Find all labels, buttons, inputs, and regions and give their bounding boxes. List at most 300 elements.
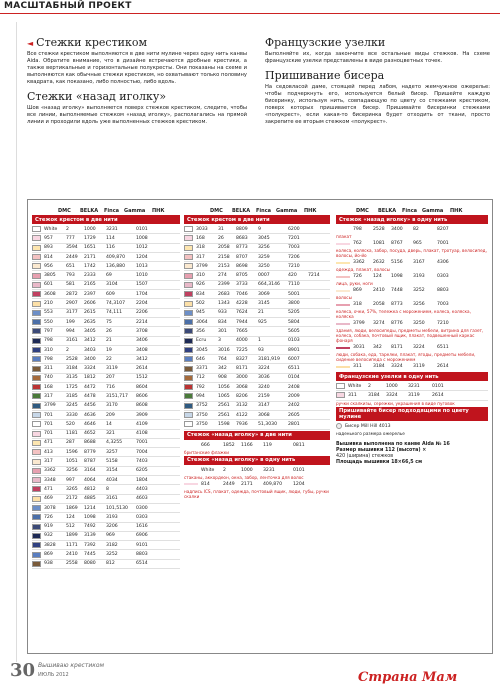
color-swatch (184, 301, 193, 307)
table-cell: 3151,717 (106, 393, 128, 399)
table-cell: 2171 (241, 481, 253, 487)
table-cell: 0101 (432, 383, 444, 389)
left-margin-line (16, 22, 17, 662)
row-note: одежда, плакат, волосы (336, 267, 390, 272)
table-cell: 8683 (236, 235, 248, 241)
backstitch-two-table (184, 441, 330, 450)
row-note: стаканы, аккордеон, окна, забор, ленточка для волос (184, 474, 304, 480)
color-swatch (336, 383, 345, 389)
table-cell: 7001 (437, 241, 449, 246)
color-swatch (32, 514, 41, 520)
table-cell: 6511 (437, 345, 449, 350)
table-row (336, 286, 488, 295)
table-cell: 471 (44, 440, 53, 446)
color-swatch (184, 319, 193, 325)
table-cell: 994 (196, 393, 205, 399)
table-cell: 1704 (136, 291, 148, 297)
table-cell: 3324 (386, 392, 398, 398)
table-cell: 3330 (66, 412, 78, 418)
color-swatch (32, 431, 41, 437)
table-row (32, 495, 180, 504)
table-cell: 8767 (391, 241, 403, 246)
table-cell: 834 (218, 319, 227, 325)
table-cell: 3800 (288, 301, 300, 307)
table-cell: 553 (44, 310, 53, 316)
cross-stitch-table-1 (32, 225, 180, 569)
table-row (184, 374, 330, 383)
table-cell: 3224 (413, 345, 425, 350)
table-row (336, 362, 488, 371)
table-cell: 317 (44, 459, 53, 465)
table-cell: 2058 (218, 245, 230, 251)
table-cell: 965 (413, 241, 422, 246)
row-note: здания, люди, велосипеды, предметы мебели, витрина для газет, колеса, собака, почтовый ящик, плакат, подвешенный каркас фонаря (336, 328, 484, 343)
table-cell: 8080 (84, 561, 96, 567)
table-cell: 7936 (236, 421, 248, 427)
table-row (184, 441, 330, 450)
table-cell: 2158 (218, 254, 230, 260)
table-cell: 7448 (391, 288, 403, 293)
table-cell: 3324 (391, 364, 403, 369)
table-cell: 8773 (391, 302, 403, 307)
french-knots-table (336, 382, 488, 401)
table-row (336, 239, 488, 248)
table-cell: 7665 (236, 328, 248, 334)
table-row (32, 299, 180, 308)
table-cell: 3167 (413, 260, 425, 265)
color-swatch (32, 319, 41, 325)
color-swatch (32, 449, 41, 455)
table-cell: 7225 (236, 347, 248, 353)
table-cell: 74,111 (106, 310, 123, 316)
color-swatch (32, 412, 41, 418)
bar-cross-stitch-2: Стежок крестом в две нити (184, 215, 330, 224)
table-cell: 8604 (136, 384, 148, 390)
table-cell: 116 (106, 245, 115, 251)
table-cell: 3909 (136, 412, 148, 418)
table-row (184, 392, 330, 401)
table-cell: 342 (373, 345, 382, 350)
table-cell: 601 (44, 282, 53, 288)
table-cell: 3828 (44, 542, 56, 548)
table-cell: 2 (66, 347, 69, 353)
table-cell: 0303 (437, 274, 449, 279)
color-swatch (184, 375, 193, 381)
color-swatch (184, 235, 193, 241)
table-cell: 1214 (84, 505, 96, 511)
table-row (32, 448, 180, 457)
table-cell: 5804 (288, 319, 300, 325)
table-row (184, 346, 330, 355)
table-cell: 31 (218, 226, 224, 232)
table-cell: 3181,919 (258, 356, 280, 362)
color-swatch (336, 392, 345, 398)
table-cell: 311 (353, 364, 362, 369)
color-swatch (184, 245, 193, 251)
table-cell: 1012 (136, 245, 148, 251)
bar-beads: Пришивайте бисер подходящими по цвету мулине (336, 407, 488, 421)
key-table-col-2 (184, 206, 330, 499)
table-cell: 1000 (241, 467, 253, 473)
table-cell: 1010 (136, 273, 148, 279)
table-cell: 136,880 (106, 263, 125, 269)
table-row (184, 290, 330, 299)
table-cell: 1204 (136, 254, 148, 260)
table-row (32, 560, 180, 569)
color-swatch (32, 468, 41, 474)
paragraph-backstitch: Шов «назад иголку» выполняется поверх стежков крестиком, следите, чтобы все линии, выполняемые стежком «назад иголку», располагались на прямой линии и проходили вдоль уже выполненных стежков крестиком. (27, 105, 247, 125)
table-row (184, 271, 330, 280)
table-cell: 1616 (136, 524, 148, 530)
beads-note: наденького размера ожерелье (336, 430, 405, 436)
table-row (184, 262, 330, 271)
table-row (336, 319, 488, 328)
table-cell: 3750 (196, 421, 208, 427)
table-cell: 1000 (84, 226, 96, 232)
table-row (184, 234, 330, 243)
table-cell: 8803 (437, 288, 449, 293)
table-cell: 3206 (106, 524, 118, 530)
table-cell: 8787 (84, 459, 96, 465)
table-cell: 1852 (223, 442, 235, 448)
table-cell: 3708 (136, 328, 148, 334)
table-cell: 5158 (106, 459, 118, 465)
table-cell: 4034 (106, 477, 118, 483)
table-cell: 1725 (66, 384, 78, 390)
table-cell: 469 (44, 496, 53, 502)
table-cell: 550 (44, 319, 53, 325)
table-cell: 798 (44, 338, 53, 344)
table-row (32, 262, 180, 271)
row-note: надпись ICS, плакат, одежда, почтовый ящик, люди, губы, ручки скалки (184, 488, 329, 499)
table-cell: 4122 (236, 412, 248, 418)
color-swatch (184, 282, 193, 288)
table-cell: 3799 (353, 321, 365, 326)
color-swatch (32, 328, 41, 334)
table-cell: 2408 (288, 384, 300, 390)
table-cell: 2172 (66, 496, 78, 502)
table-cell: 2214 (136, 319, 148, 325)
table-cell: 3252 (106, 552, 118, 558)
heading-french-knots: Французские узелки (265, 36, 386, 49)
table-row (32, 411, 180, 420)
table-cell: 3069 (258, 291, 270, 297)
color-swatch (184, 263, 193, 269)
color-swatch (32, 235, 41, 241)
table-cell: 7210 (288, 263, 300, 269)
color-swatch (32, 421, 41, 427)
table-cell: 310 (44, 347, 53, 353)
table-cell: 3348 (44, 477, 56, 483)
table-cell: 318 (353, 302, 362, 307)
table-cell: 3033 (196, 226, 208, 232)
table-cell: 1596 (66, 449, 78, 455)
table-cell: 701 (44, 421, 53, 427)
table-cell: 274 (218, 273, 227, 279)
color-swatch (336, 276, 350, 278)
table-cell: 3405 (84, 328, 96, 334)
table-cell: 301 (218, 328, 227, 334)
color-swatch (32, 254, 41, 260)
table-cell: 3068 (236, 384, 248, 390)
table-row (32, 327, 180, 336)
table-cell: 701 (44, 431, 53, 437)
color-swatch (32, 542, 41, 548)
color-swatch (336, 290, 350, 292)
table-cell: 2 (223, 467, 226, 473)
heading-beads: Пришивание бисера (265, 69, 385, 82)
color-swatch (184, 356, 193, 362)
table-cell: 21 (258, 310, 264, 316)
table-cell: 1065 (218, 393, 230, 399)
table-cell: 651 (66, 263, 75, 269)
table-cell: 2399 (218, 282, 230, 288)
table-cell: 4109 (136, 421, 148, 427)
table-cell: 3224 (258, 366, 270, 372)
table-cell: 3256 (413, 302, 425, 307)
left-text-column (27, 36, 247, 126)
table-cell: 2410 (373, 288, 385, 293)
table-cell: 420 (288, 273, 297, 279)
table-row (32, 420, 180, 429)
table-cell: 764 (218, 356, 227, 362)
table-cell: 6200 (288, 226, 300, 232)
table-cell: 798 (353, 227, 362, 232)
table-cell: 908 (218, 375, 227, 381)
table-row (32, 346, 180, 355)
color-swatch (336, 262, 350, 264)
table-cell: 3412 (84, 338, 96, 344)
table-cell: 0103 (288, 338, 300, 344)
table-cell: 2614 (432, 392, 444, 398)
table-cell: 3177 (66, 310, 78, 316)
color-swatch (32, 245, 41, 251)
table-cell: 7003 (437, 302, 449, 307)
table-cell: 317 (44, 393, 53, 399)
table-cell: 3184 (373, 364, 385, 369)
table-cell: 209 (106, 412, 115, 418)
row-note: люди, собака, еда, тарелки, плакат, ягоды, предметы мебели, сидение велосипеда с морожением (336, 352, 476, 362)
bar-backstitch-two: Стежок «назад иголку» в две нити (184, 431, 330, 440)
table-cell: 6205 (136, 468, 148, 474)
color-swatch (336, 366, 350, 368)
table-cell: White (201, 467, 215, 473)
table-row (32, 504, 180, 513)
table-row (184, 480, 330, 489)
color-swatch (32, 263, 41, 269)
table-cell: 168 (196, 235, 205, 241)
table-row (32, 318, 180, 327)
table-cell: 3164 (84, 468, 96, 474)
table-row (32, 430, 180, 439)
table-cell: 2206 (136, 310, 148, 316)
table-cell: 3104 (106, 282, 118, 288)
bead-icon (336, 423, 342, 429)
color-swatch (32, 552, 41, 558)
table-cell: 1181 (66, 431, 78, 437)
table-cell: 2872 (66, 291, 78, 297)
color-swatch (32, 310, 41, 316)
table-cell: 51,3030 (258, 421, 277, 427)
table-cell: 3752 (196, 403, 208, 409)
color-swatch (184, 338, 193, 344)
table-cell: 3256 (66, 468, 78, 474)
color-swatch (32, 301, 41, 307)
table-cell: 2683 (218, 291, 230, 297)
table-cell: 793 (66, 273, 75, 279)
row-note: колеса, очки, 57%, тележка с морожением, колеса, коляска, коляска (336, 309, 471, 319)
table-row (336, 258, 488, 267)
table-cell: 1899 (66, 533, 78, 539)
table-cell: 356 (196, 328, 205, 334)
table-row (32, 467, 180, 476)
table-cell: 6007 (288, 356, 300, 362)
table-cell: 2058 (373, 302, 385, 307)
top-header (0, 0, 500, 14)
color-swatch (32, 375, 41, 381)
table-cell: 834 (196, 291, 205, 297)
table-cell: 3170 (106, 403, 118, 409)
table-cell: 210 (44, 301, 53, 307)
table-cell: 3750 (196, 412, 208, 418)
table-row (32, 271, 180, 280)
table-cell: 2402 (288, 403, 300, 409)
table-cell: 321 (106, 431, 115, 437)
table-row (32, 234, 180, 243)
row-note: лица, руки, ноги (336, 281, 373, 286)
table-cell: 1166 (241, 442, 253, 448)
color-swatch (184, 273, 193, 279)
col-headers-3: DMC BELKA Finca Gamma ПНК (356, 208, 463, 214)
table-cell: 0104 (288, 375, 300, 381)
color-swatch (184, 254, 193, 260)
table-cell: 8688 (84, 440, 96, 446)
table-cell: 3412 (136, 356, 148, 362)
color-swatch (32, 505, 41, 511)
table-cell: 932 (44, 533, 53, 539)
table-cell: 520 (66, 421, 75, 427)
table-cell: 726 (353, 274, 362, 279)
table-cell: 4652 (84, 431, 96, 437)
paragraph-cross-stitch: Все стежки крестиком выполняются в две нити мулине через одну нить канвы Aida. Обратите внимание, что в дизайне встречаются дробные крестики, а также вертикальные и горизонтальные полукресты. Они показаны на схеме и выполняются как обычные стежки крестиком, но охватывают только половину квадрата, как показано, либо полностью, либо вдоль. (27, 51, 247, 85)
table-cell: 3256 (258, 245, 270, 251)
table-cell: 199 (66, 319, 75, 325)
table-row (184, 411, 330, 420)
table-cell: 6514 (136, 561, 148, 567)
table-cell: 1171 (66, 542, 78, 548)
table-cell: 0811 (293, 442, 305, 448)
table-cell: 1729 (84, 235, 96, 241)
right-text-column (265, 36, 490, 126)
table-cell: 3406 (136, 338, 148, 344)
table-cell: 1008 (136, 235, 148, 241)
table-row (32, 550, 180, 559)
table-cell: 3274 (373, 321, 385, 326)
table-cell: 712 (196, 375, 205, 381)
table-cell: 3257 (106, 449, 118, 455)
table-cell: Ecru (196, 338, 207, 344)
table-cell: 3119 (106, 366, 118, 372)
table-row (32, 374, 180, 383)
table-cell: 3231 (106, 226, 118, 232)
table-cell: 4603 (136, 496, 148, 502)
table-cell: 4472 (84, 384, 96, 390)
color-swatch (336, 323, 350, 325)
table-cell: 945 (196, 310, 205, 316)
table-cell: 3139 (84, 533, 96, 539)
table-row (184, 466, 330, 475)
table-cell: 777 (66, 235, 75, 241)
table-cell: 2153 (218, 263, 230, 269)
table-row (336, 391, 488, 400)
table-cell: 3362 (44, 468, 56, 474)
table-cell: 2397 (84, 291, 96, 297)
table-cell: 812 (106, 561, 115, 567)
table-cell: 7624 (236, 310, 248, 316)
table-cell: 7210 (437, 321, 449, 326)
table-cell: 5605 (288, 328, 300, 334)
table-cell: 7001 (136, 440, 148, 446)
table-cell: 311 (44, 366, 53, 372)
table-cell: 8327 (236, 356, 248, 362)
table-row (184, 355, 330, 364)
table-cell: 3078 (44, 505, 56, 511)
table-cell: 666 (201, 442, 210, 448)
row-note: волосы (336, 295, 352, 300)
table-cell: 740 (44, 375, 53, 381)
magazine-name: Вышиваю крестиком (38, 662, 105, 669)
color-swatch (32, 403, 41, 409)
table-cell: 69 (106, 273, 112, 279)
table-row (184, 383, 330, 392)
color-swatch (32, 356, 41, 362)
table-row (32, 337, 180, 346)
table-cell: 3231 (263, 467, 275, 473)
table-cell: 3265 (66, 486, 78, 492)
row-note: колеса, коляска, забор, посуда, дверь, плакат, тротуар, велосипед, волосы, йо-йо (336, 248, 487, 258)
table-cell: 2165 (84, 282, 96, 288)
table-cell: 119 (263, 442, 272, 448)
table-cell: 310 (196, 273, 205, 279)
table-cell: 797 (44, 328, 53, 334)
table-cell: 75 (106, 319, 112, 325)
color-swatch (184, 347, 193, 353)
table-cell: 1804 (136, 477, 148, 483)
page-number: 30 (10, 660, 36, 681)
table-cell: 3252 (413, 288, 425, 293)
key-table-col-3 (336, 206, 488, 466)
table-cell: 3371 (196, 366, 208, 372)
table-cell: 3231 (408, 383, 420, 389)
table-cell: 2 (66, 226, 69, 232)
table-cell: 2615 (84, 310, 96, 316)
table-cell: 3799 (44, 403, 56, 409)
table-cell: 7403 (136, 459, 148, 465)
table-cell: 957 (44, 235, 53, 241)
table-cell: 3161 (106, 496, 118, 502)
table-cell: 1051 (66, 459, 78, 465)
color-swatch (32, 561, 41, 567)
color-swatch (32, 393, 41, 399)
table-cell: 502 (196, 301, 205, 307)
table-cell: 287 (66, 440, 75, 446)
table-cell: 664,3146 (258, 282, 280, 288)
table-cell: 3185 (66, 393, 78, 399)
table-cell: 2907 (66, 301, 78, 307)
color-swatch (32, 524, 41, 530)
table-cell: 1098 (84, 514, 96, 520)
table-cell: 2204 (136, 301, 148, 307)
